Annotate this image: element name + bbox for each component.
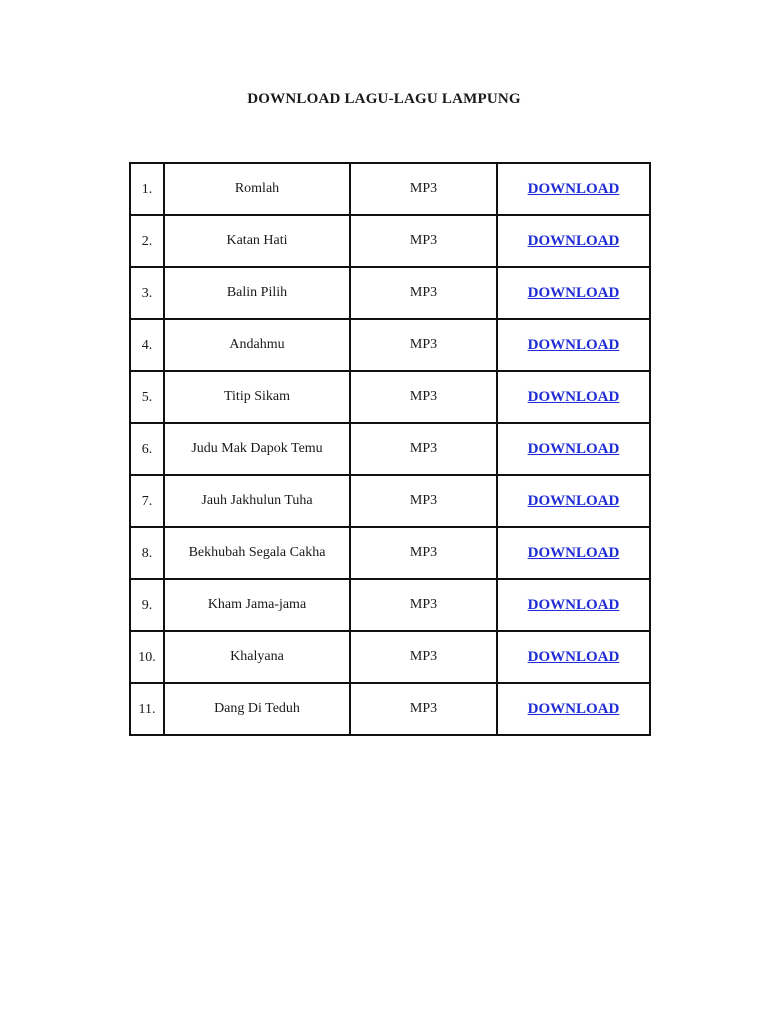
table-row [130,163,650,215]
row-number: 7. [130,475,164,527]
song-title: Titip Sikam [164,371,350,423]
table-row [130,683,650,735]
download-link[interactable]: DOWNLOAD [527,544,620,561]
download-cell [497,215,650,267]
row-number: 8. [130,527,164,579]
song-title: Balin Pilih [164,267,350,319]
format-label: MP3 [350,475,497,527]
table-row [130,631,650,683]
download-cell [497,631,650,683]
download-link[interactable]: DOWNLOAD [527,388,620,405]
row-number: 11. [130,683,164,735]
song-title: Andahmu [164,319,350,371]
table-row [130,579,650,631]
download-cell [497,371,650,423]
page-title: DOWNLOAD LAGU-LAGU LAMPUNG [247,91,521,107]
download-cell [497,423,650,475]
format-label: MP3 [350,423,497,475]
song-title: Jauh Jakhulun Tuha [164,475,350,527]
download-cell [497,683,650,735]
download-link[interactable]: DOWNLOAD [527,284,620,301]
format-label: MP3 [350,631,497,683]
song-title: Katan Hati [164,215,350,267]
format-label: MP3 [350,319,497,371]
download-link[interactable]: DOWNLOAD [527,232,620,249]
row-number: 9. [130,579,164,631]
song-title: Romlah [164,163,350,215]
format-label: MP3 [350,215,497,267]
download-cell [497,163,650,215]
download-link[interactable]: DOWNLOAD [527,648,620,665]
row-number: 2. [130,215,164,267]
table-row [130,215,650,267]
format-label: MP3 [350,527,497,579]
song-title: Judu Mak Dapok Temu [164,423,350,475]
download-cell [497,475,650,527]
row-number: 6. [130,423,164,475]
song-title: Khalyana [164,631,350,683]
table-row [130,319,650,371]
table-row [130,371,650,423]
download-link[interactable]: DOWNLOAD [527,336,620,353]
song-title: Kham Jama-jama [164,579,350,631]
row-number: 3. [130,267,164,319]
download-cell [497,319,650,371]
row-number: 4. [130,319,164,371]
format-label: MP3 [350,371,497,423]
row-number: 5. [130,371,164,423]
format-label: MP3 [350,579,497,631]
download-cell [497,579,650,631]
download-link[interactable]: DOWNLOAD [527,700,620,717]
row-number: 10. [130,631,164,683]
table-row [130,267,650,319]
row-number: 1. [130,163,164,215]
download-link[interactable]: DOWNLOAD [527,492,620,509]
table-row [130,423,650,475]
download-link[interactable]: DOWNLOAD [527,596,620,613]
format-label: MP3 [350,267,497,319]
song-title: Bekhubah Segala Cakha [164,527,350,579]
download-link[interactable]: DOWNLOAD [527,180,620,197]
song-title: Dang Di Teduh [164,683,350,735]
download-cell [497,267,650,319]
table-row [130,527,650,579]
download-cell [497,527,650,579]
download-link[interactable]: DOWNLOAD [527,440,620,457]
table-row [130,475,650,527]
format-label: MP3 [350,683,497,735]
song-table [129,162,651,736]
format-label: MP3 [350,163,497,215]
